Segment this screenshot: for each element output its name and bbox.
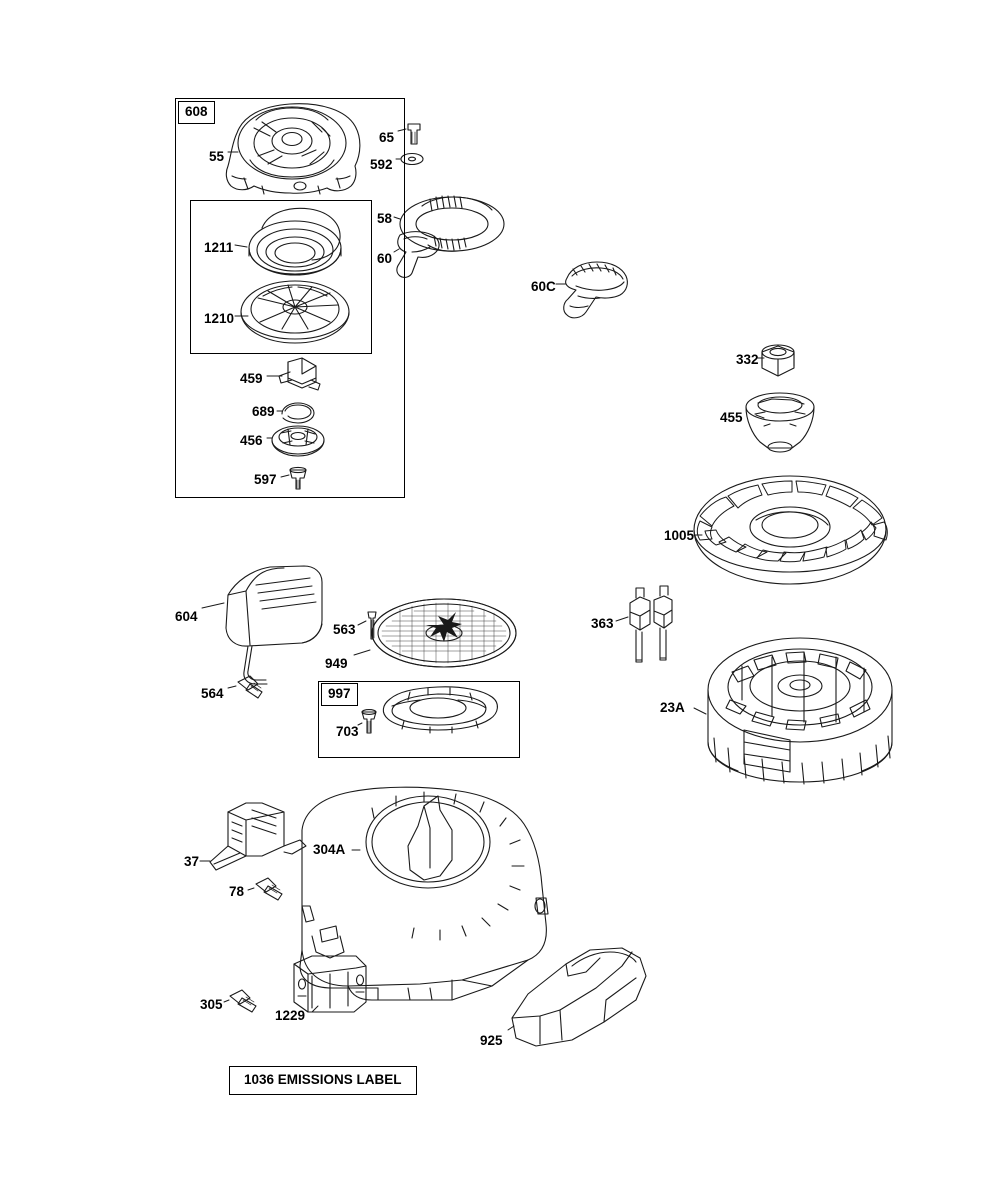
part-37-bracket [210, 803, 306, 870]
part-304A-blower-housing [300, 787, 548, 1000]
callout-564: 564 [201, 686, 224, 701]
part-604-cover [226, 566, 322, 684]
callout-455: 455 [720, 410, 743, 425]
callout-363: 363 [591, 616, 614, 631]
callout-592: 592 [370, 157, 393, 172]
part-1005-flywheel-fan [694, 476, 887, 584]
part-563-screw [368, 612, 376, 639]
callout-997: 997 [321, 683, 358, 706]
callout-60C: 60C [531, 279, 556, 294]
part-58-starter-rope [400, 196, 504, 251]
part-1229-bracket [294, 956, 366, 1012]
part-564-screw [238, 676, 262, 698]
part-23A-flywheel [708, 638, 892, 784]
callout-332: 332 [736, 352, 759, 367]
callout-459: 459 [240, 371, 263, 386]
callout-597: 597 [254, 472, 277, 487]
callout-689: 689 [252, 404, 275, 419]
callout-1229: 1229 [275, 1008, 306, 1023]
callout-305: 305 [200, 997, 223, 1012]
callout-65: 65 [379, 130, 395, 145]
callout-78: 78 [229, 884, 245, 899]
callout-703: 703 [336, 724, 359, 739]
callout-1005: 1005 [664, 528, 695, 543]
callout-604: 604 [175, 609, 198, 624]
callout-456: 456 [240, 433, 263, 448]
emissions-label: 1036 EMISSIONS LABEL [229, 1066, 417, 1095]
callout-925: 925 [480, 1033, 503, 1048]
group-frame-rewind-inner [190, 200, 372, 354]
part-332-flywheel-nut [762, 345, 794, 376]
part-455-starter-cup [746, 393, 814, 452]
callout-55: 55 [209, 149, 225, 164]
callout-608: 608 [178, 101, 215, 124]
part-949-rotating-screen [372, 599, 516, 667]
callout-949: 949 [325, 656, 348, 671]
callout-304A: 304A [313, 842, 346, 857]
part-60C-starter-grip-assembly [564, 262, 628, 318]
part-925-cover [512, 948, 646, 1046]
part-305-screw [230, 990, 256, 1012]
callout-23A: 23A [660, 700, 685, 715]
part-363-flywheel-tool [630, 586, 672, 662]
callout-563: 563 [333, 622, 356, 637]
callout-58: 58 [377, 211, 393, 226]
callout-1211: 1211 [204, 240, 234, 255]
part-65-screw [408, 124, 420, 144]
callout-60: 60 [377, 251, 393, 266]
callout-1210: 1210 [204, 311, 235, 326]
part-78-screw [256, 878, 282, 900]
callout-37: 37 [184, 854, 200, 869]
